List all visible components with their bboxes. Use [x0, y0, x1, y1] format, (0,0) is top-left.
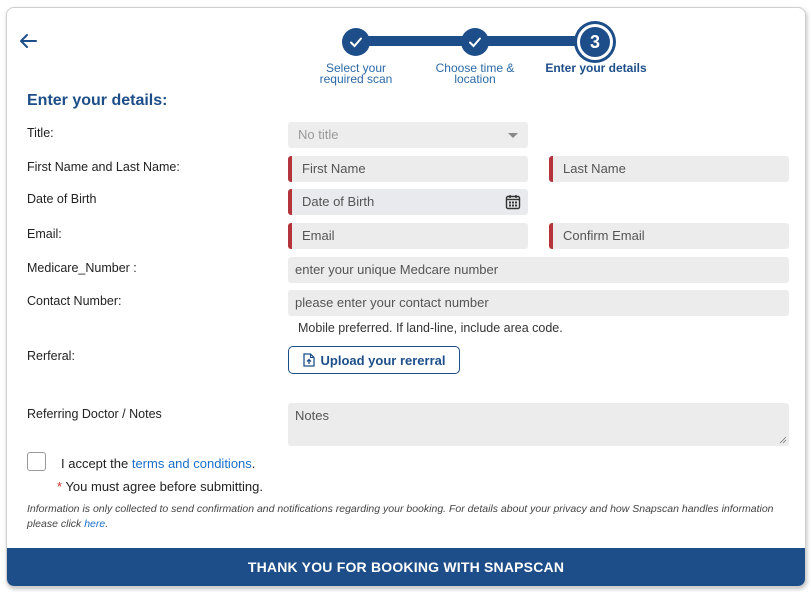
contact-number-input[interactable]: [288, 290, 789, 316]
title-select[interactable]: [288, 122, 528, 148]
title-label: Title:: [27, 126, 54, 140]
booking-form-window: [6, 7, 806, 587]
contact-label: Contact Number:: [27, 294, 122, 308]
calendar-icon[interactable]: [505, 194, 521, 210]
first-name-input[interactable]: [288, 156, 528, 182]
terms-required-message: [57, 479, 263, 494]
step-1-label: [301, 63, 411, 85]
step-3-label: [536, 63, 656, 74]
privacy-info-end: .: [105, 518, 109, 530]
dob-label: Date of Birth: [27, 192, 97, 206]
footer-text: THANK YOU FOR BOOKING WITH SNAPSCAN: [247, 559, 565, 575]
check-icon: [468, 35, 482, 49]
step-3-current: 3: [577, 24, 613, 60]
file-upload-icon: [303, 353, 315, 367]
step-2-label-line1: Choose time &: [435, 61, 515, 75]
email-placeholder: Email: [302, 228, 335, 243]
upload-referral-button[interactable]: [288, 346, 460, 374]
notes-label: Referring Doctor / Notes: [27, 407, 162, 421]
upload-referral-label: Upload your rererral: [320, 352, 446, 368]
email-input[interactable]: [288, 223, 528, 249]
notes-placeholder: Notes: [295, 408, 329, 423]
check-icon: [349, 35, 363, 49]
email-label: Email:: [27, 227, 62, 241]
last-name-placeholder: Last Name: [563, 161, 626, 176]
dob-input[interactable]: [288, 189, 528, 215]
step-2-complete: [461, 28, 489, 56]
notes-textarea[interactable]: [288, 403, 789, 446]
step-3-label-line1: Enter your details: [545, 61, 647, 75]
terms-text: [61, 456, 255, 471]
last-name-input[interactable]: [549, 156, 789, 182]
dob-placeholder: Date of Birth: [302, 194, 375, 209]
resize-handle-icon[interactable]: [779, 436, 787, 444]
page-title: Enter your details:: [27, 92, 168, 109]
progress-stepper: [7, 8, 805, 98]
referral-label: Rerferal:: [27, 349, 75, 363]
name-label: First Name and Last Name:: [27, 160, 180, 174]
step-1-label-line2: required scan: [319, 72, 393, 86]
footer-banner: [7, 548, 805, 586]
terms-link[interactable]: terms and conditions: [131, 456, 252, 471]
privacy-info-text: Information is only collected to send confirmation and notifications regarding your booking. For details about your privacy and how Snapscan handles information please click: [27, 503, 774, 530]
first-name-placeholder: First Name: [302, 161, 366, 176]
contact-placeholder: please enter your contact number: [295, 295, 489, 310]
step-1-complete: [342, 28, 370, 56]
confirm-email-input[interactable]: [549, 223, 789, 249]
confirm-email-placeholder: Confirm Email: [563, 228, 645, 243]
contact-hint: Mobile preferred. If land-line, include area code.: [298, 321, 563, 335]
title-select-value: No title: [298, 127, 339, 142]
privacy-info: [27, 502, 787, 532]
terms-checkbox[interactable]: [27, 452, 46, 471]
required-asterisk: *: [57, 479, 63, 494]
medicare-label: Medicare_Number :: [27, 261, 137, 275]
chevron-down-icon: [508, 133, 518, 138]
medicare-input[interactable]: [288, 257, 789, 283]
medicare-placeholder: enter your unique Medcare number: [295, 262, 499, 277]
terms-prefix: I accept the: [61, 456, 132, 471]
must-agree-text: You must agree before submitting.: [62, 479, 263, 494]
step-1-label-line1: Select your: [325, 61, 387, 75]
terms-suffix: .: [251, 456, 256, 471]
privacy-link[interactable]: here: [84, 518, 106, 530]
step-2-label-line2: location: [454, 72, 496, 86]
step-2-label: [420, 63, 530, 85]
